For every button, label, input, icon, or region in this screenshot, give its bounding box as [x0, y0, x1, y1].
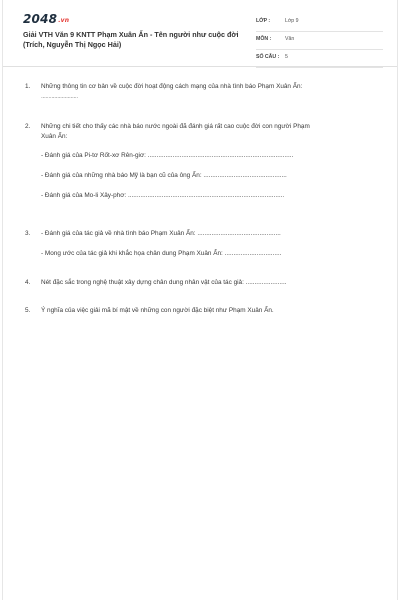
meta-value-class: Lớp 9	[285, 18, 299, 24]
question-number: 4.	[25, 279, 31, 286]
question-text: Những chi tiết cho thấy các nhà báo nước ngoài đã đánh giá rất cao cuộc đời con người Phạm	[41, 123, 310, 130]
question-number: 5.	[25, 307, 31, 314]
document-title: Giải VTH Văn 9 KNTT Phạm Xuân Ẩn - Tên người như cuộc đời (Trích, Nguyễn Thị Ngọc Hải)	[23, 30, 239, 49]
answer-blank: .........................	[41, 93, 78, 100]
sub-question: - Đánh giá của Pi-tơ Rốt-xơ Rên-giơ: ..................................................................................	[41, 152, 294, 159]
question-text: Nét đặc sắc trong nghệ thuật xây dựng chân dung nhân vật của tác giả: .......................	[41, 279, 287, 286]
sub-question: - Đánh giá của những nhà báo Mỹ là bạn cũ của ông Ẩn: ...............................................	[41, 172, 287, 179]
question-text: - Mong ước của tác giả khi khắc họa chân dung Phạm Xuân Ẩn: ................................	[41, 250, 282, 257]
question-text-cont: Xuân Ẩn:	[41, 133, 68, 140]
question-1	[23, 82, 385, 122]
question-4	[23, 278, 385, 306]
question-5	[23, 306, 385, 326]
site-logo[interactable]	[23, 12, 69, 26]
meta-table	[256, 14, 383, 68]
document-page	[2, 0, 398, 600]
document-header	[3, 0, 397, 67]
question-number: 1.	[25, 83, 31, 90]
logo-text: 2048	[23, 12, 58, 26]
question-text: - Đánh giá của tác giả về nhà tình báo Phạm Xuân Ẩn: ...............................................	[41, 230, 281, 237]
question-2	[23, 122, 385, 229]
question-3	[23, 229, 385, 278]
meta-row-class	[256, 14, 383, 32]
meta-key-class: LỚP :	[256, 18, 271, 24]
question-text: Những thông tin cơ bản về cuộc đời hoạt động cách mạng của nhà tình báo Phạm Xuân Ẩn:	[41, 83, 303, 90]
meta-value-count: 5	[285, 54, 288, 60]
question-number: 3.	[25, 230, 31, 237]
logo-suffix: .vn	[58, 17, 70, 24]
meta-row-count	[256, 50, 383, 68]
question-text: Ý nghĩa của việc giải mã bí mật về những con người đặc biệt như Phạm Xuân Ẩn.	[41, 307, 274, 314]
question-list	[23, 82, 385, 326]
question-number: 2.	[25, 123, 31, 130]
meta-value-subject: Văn	[285, 36, 295, 42]
meta-key-subject: MÔN :	[256, 36, 272, 42]
sub-question: - Đánh giá của Mo-li Xây-phơ: ........................................................................................	[41, 192, 285, 199]
meta-key-count: SỐ CÂU :	[256, 54, 280, 60]
meta-row-subject	[256, 32, 383, 50]
